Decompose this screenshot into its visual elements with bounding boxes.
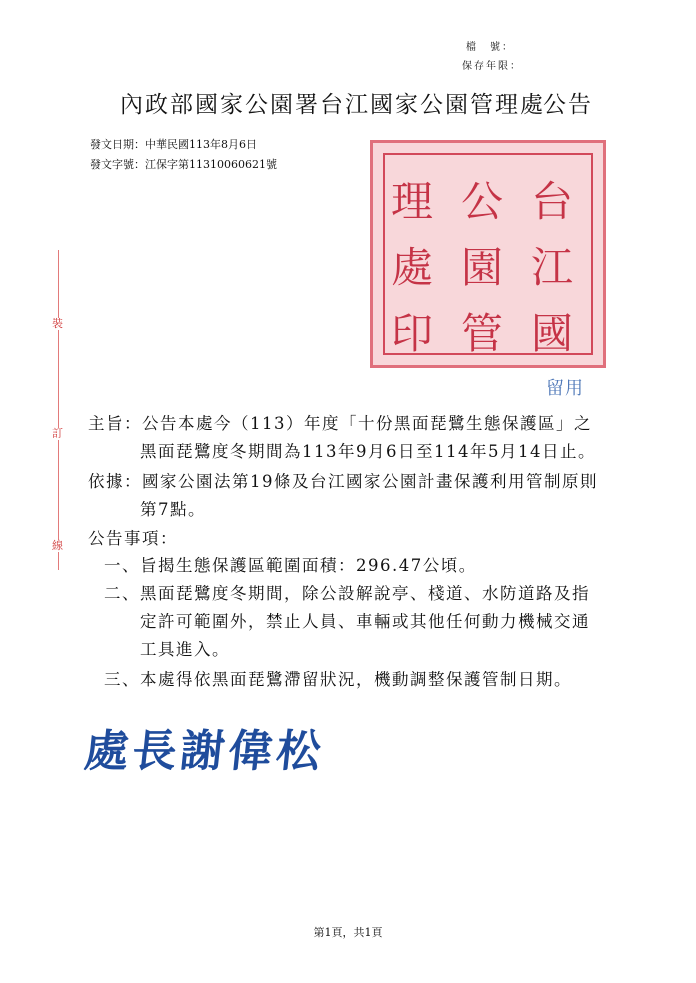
items-heading: 公告事項： (88, 529, 178, 548)
agency-title: 內政部國家公園署台江國家公園管理處 (120, 92, 545, 118)
item-3: 三、本處得依黑面琵鷺滯留狀況，機動調整保護管制日期。 (104, 670, 572, 689)
seal-char: 台 (530, 177, 573, 226)
file-number-label: 檔 號： (466, 42, 514, 53)
item-2-line-3: 工具進入。 (140, 640, 230, 659)
document-type: 公告 (543, 92, 593, 118)
binding-line (58, 250, 59, 570)
binding-char-ding: 訂 (52, 427, 63, 440)
issue-date: 發文日期：中華民國113年8月6日 (90, 138, 257, 151)
subject-line-1: 主旨：公告本處今（113）年度「十份黑面琵鷺生態保護區」之 (88, 414, 592, 433)
seal-char: 管 (460, 309, 503, 358)
seal-char: 公 (460, 177, 503, 226)
item-2-line-2: 定許可範圍外，禁止人員、車輛或其他任何動力機械交通 (140, 612, 590, 631)
retention-period-label: 保存年限： (462, 61, 522, 72)
seal-char: 江 (530, 243, 573, 292)
seal-char: 園 (460, 243, 503, 292)
item-2-line-1: 二、黑面琵鷺度冬期間，除公設解說亭、棧道、水防道路及指 (104, 584, 590, 603)
seal-char: 理 (390, 177, 433, 226)
seal-char: 處 (390, 243, 433, 292)
seal-inner-border (383, 153, 593, 358)
subject-line-2: 黑面琵鷺度冬期間為113年9月6日至114年5月14日止。 (140, 442, 596, 461)
seal-char: 印 (390, 309, 433, 358)
official-seal (370, 140, 606, 368)
issue-number: 發文字號：江保字第11310060621號 (90, 158, 277, 171)
binding-char-zhuang: 裝 (52, 317, 63, 330)
director-signature: 處長謝偉松 (81, 726, 328, 777)
seal-column-3 (379, 169, 445, 367)
seal-column-1 (519, 169, 585, 367)
seal-char: 國 (530, 309, 573, 358)
binding-char-xian: 線 (52, 539, 63, 552)
item-1: 一、旨揭生態保護區範圍面積：296.47公頃。 (104, 556, 477, 575)
basis-line-2: 第7點。 (140, 500, 206, 519)
basis-line-1: 依據：國家公園法第19條及台江國家公園計畫保護利用管制原則 (88, 472, 598, 491)
usage-stamp: 留用 (546, 378, 584, 399)
seal-column-2 (449, 169, 515, 367)
page-number: 第1頁，共1頁 (313, 926, 383, 939)
